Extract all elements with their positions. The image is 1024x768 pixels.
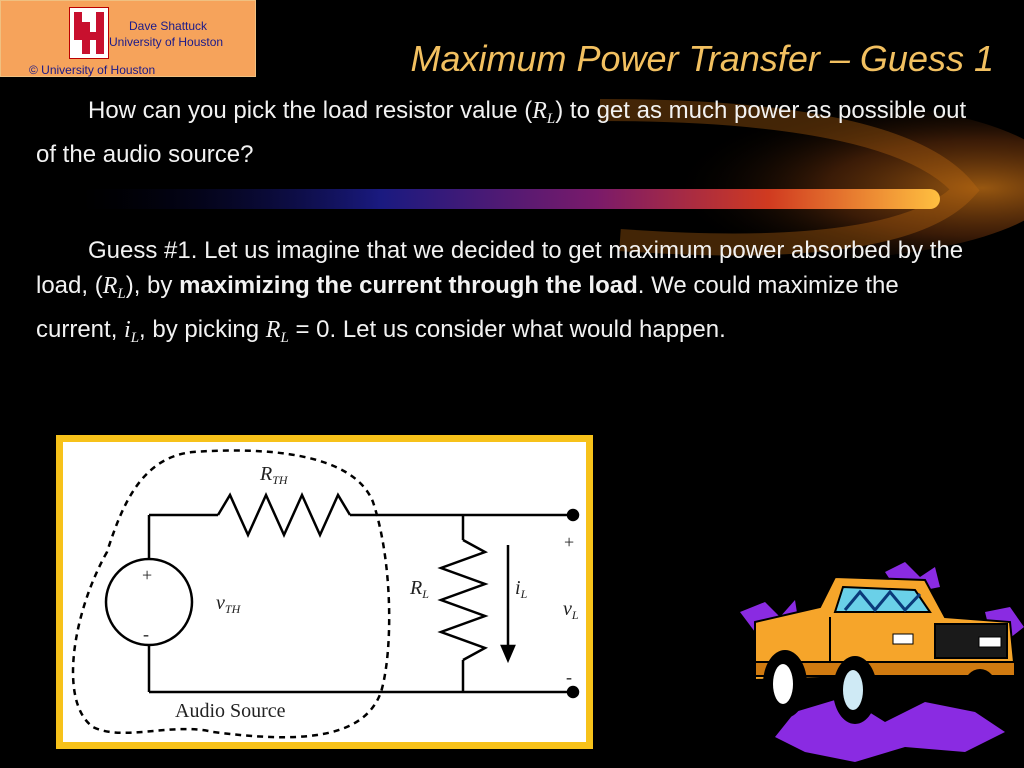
source-plus-label: +	[142, 565, 153, 585]
source-minus-label: -	[143, 624, 149, 644]
circuit-diagram	[56, 435, 593, 749]
copyright-text: © University of Houston	[29, 63, 156, 77]
vl-label: $v_L$	[563, 598, 579, 622]
guess-paragraph: Guess #1. Let us imagine that we decided to get maximum power absorbed by the load, $(R_L)$, by maximizing the current through the load. We could maximize the current, $i_L$, by picking $R_L = 0$. Let us consider what would happen.	[36, 237, 964, 346]
il-label: $i_L$	[515, 577, 528, 601]
audio-source-caption: Audio Source	[175, 700, 286, 722]
university-logo-box	[0, 0, 256, 77]
rl-label: $R_L$	[410, 577, 429, 601]
university-name: University of Houston	[109, 35, 224, 49]
output-minus-label: -	[566, 667, 572, 687]
truck-clipart-icon	[735, 562, 1024, 768]
slide-title: Maximum Power Transfer – Guess 1	[410, 38, 994, 79]
rth-resistor	[218, 495, 350, 535]
uh-logo-icon	[69, 7, 109, 59]
vth-label: $v_{TH}$	[216, 592, 241, 616]
question-paragraph: How can you pick the load resistor value $(R_L)$ to get as much power as possible out of the audio source?	[36, 97, 967, 168]
rth-label: $R_{TH}$	[260, 463, 288, 487]
emphasis-text: maximizing the current through the load	[179, 272, 638, 299]
author-name: Dave Shattuck	[129, 19, 208, 33]
terminal-bottom	[568, 687, 578, 697]
current-arrow-icon	[502, 646, 514, 660]
terminal-top	[568, 510, 578, 520]
output-plus-label: +	[564, 532, 575, 552]
rl-resistor	[441, 540, 485, 660]
